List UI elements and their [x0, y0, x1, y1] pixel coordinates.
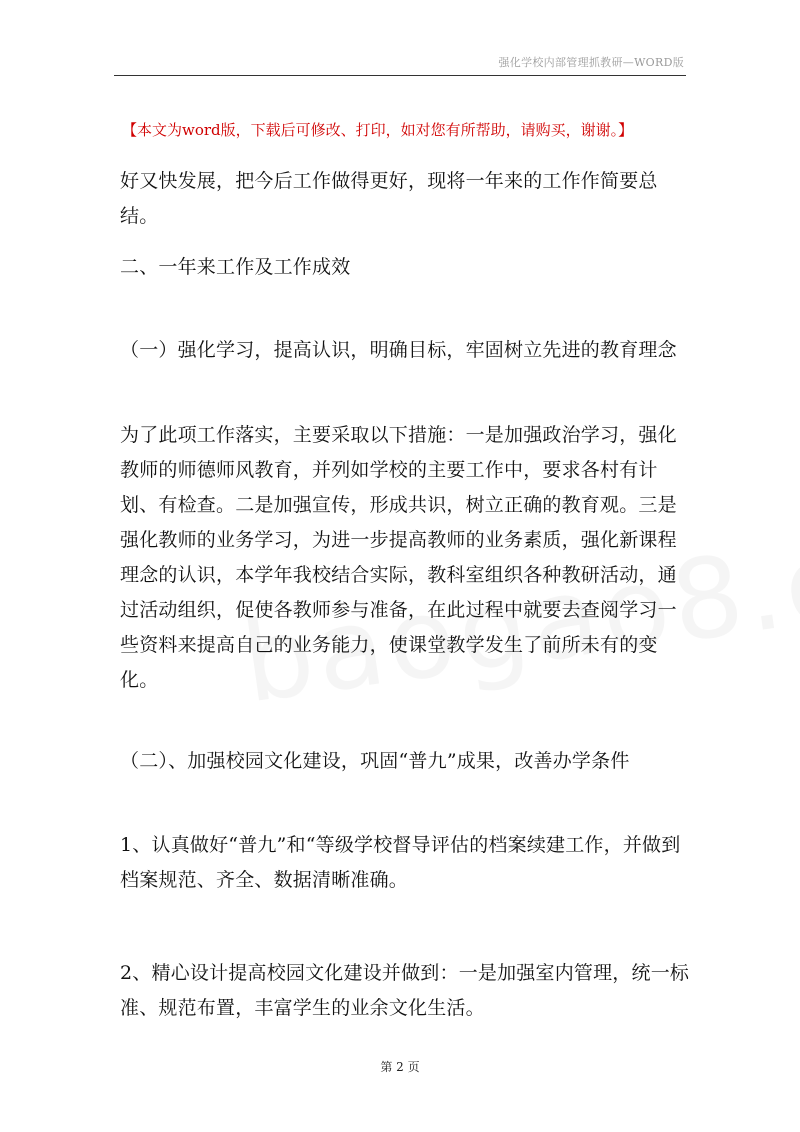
running-header: 强化学校内部管理抓教研—WORD版 — [498, 56, 684, 69]
purchase-notice: 【本文为word版，下载后可修改、打印，如对您有所帮助，请购买，谢谢。】 — [122, 121, 634, 139]
subsection-heading-1: （一）强化学习，提高认识，明确目标，牢固树立先进的教育理念 — [120, 339, 677, 361]
list-item-2: 2、精心设计提高校园文化建设并做到：一是加强室内管理，统一标准、规范布置，丰富学生的业余文化生活。 — [120, 962, 690, 1019]
section-heading-2: 二、一年来工作及工作成效 — [120, 256, 351, 278]
paragraph-measures: 为了此项工作落实，主要采取以下措施：一是加强政治学习，强化教师的师德师风教育，并列如学校的主要工作中，要求各村有计划、有检查。二是加强宣传，形成共识，树立正确的教育观。三是强化教师的业务学习，为进一步提高教师的业务素质，强化新课程理念的认识，本学年我校结合实际，教科室组织各种教研活动，通过活动组织，促使各教师参与准备，在此过程中就要去查阅学习一些资料来提高自己的业务能力，使课堂教学发生了前所未有的变化。 — [120, 424, 677, 691]
header-divider — [114, 75, 686, 76]
page-number: 第 2 页 — [380, 1060, 420, 1074]
list-item-1: 1、认真做好“普九”和“等级学校督导评估的档案续建工作，并做到档案规范、齐全、数据清晰准确。 — [120, 834, 681, 891]
subsection-heading-2: （二）、加强校园文化建设，巩固“普九”成果，改善办学条件 — [120, 750, 630, 772]
paragraph-intro-continuation: 好又快发展，把今后工作做得更好，现将一年来的工作作简要总结。 — [120, 170, 658, 227]
